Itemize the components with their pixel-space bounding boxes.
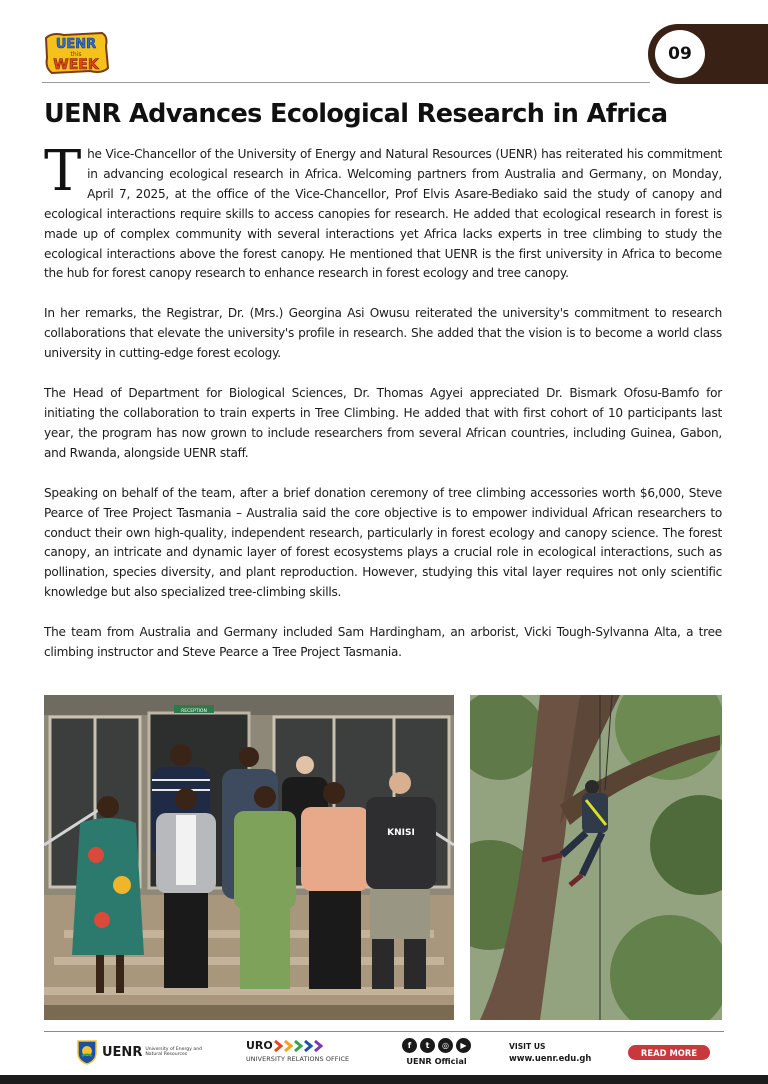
footer-uro-subtitle: UNIVERSITY RELATIONS OFFICE xyxy=(246,1055,350,1063)
page-number: 09 xyxy=(668,44,692,64)
page-number-badge xyxy=(652,27,708,81)
footer-uenr-subtitle: University of Energy and Natural Resources xyxy=(145,1046,203,1057)
footer-uro-logo[interactable] xyxy=(246,1039,349,1063)
uenr-shield-icon xyxy=(76,1039,98,1065)
tree-climbing-illustration xyxy=(470,695,722,1020)
group-photo xyxy=(44,695,454,1020)
footer-rule xyxy=(44,1031,724,1032)
logo-text-uenr: UENR xyxy=(55,37,97,52)
website-link[interactable]: www.uenr.edu.gh xyxy=(509,1053,592,1063)
footer-social xyxy=(402,1038,471,1066)
article-paragraph-4: Speaking on behalf of the team, after a brief donation ceremony of tree climbing accessories worth $6,000, Steve Pearce of Tree Project Tasmania – Australia said the core objective is to empower individual African researchers to conduct their own high-quality, independent research, particularly in forest ecology and canopy science. The forest canopy, an intricate and dynamic layer of forest ecosystems plays a crucial role in ecological interactions, such as pollination, species diversity, and plant reproduction. However, studying this vital layer requires not only scientific knowledge but also specialized tree-climbing skills. xyxy=(44,485,722,600)
article-title: UENR Advances Ecological Research in Africa xyxy=(44,99,668,129)
chevrons-icon xyxy=(273,1040,325,1052)
visit-us-label: VISIT US xyxy=(509,1042,546,1051)
reception-sign: RECEPTION xyxy=(181,709,207,714)
logo-text-week: WEEK xyxy=(53,57,99,73)
footer xyxy=(44,1036,724,1074)
youtube-icon[interactable]: ▶ xyxy=(456,1038,471,1053)
header-rule xyxy=(42,82,650,83)
paragraph-1-text: he Vice-Chancellor of the University of Energy and Natural Resources (UENR) has reiterated his commitment in advancing ecological research in Africa. Welcoming partners from Australia and Germany, on Monday, April 7, 2025, at the office of the Vice-Chancellor, Prof Elvis Asare-Bediako said the study of canopy and ecological interactions require skills to access canopies for research. He added that ecological research in forest is made up of complex community with several interactions yet Africa lacks experts in tree climbing to study the ecological interactions above the forest canopy. He mentioned that UENR is the first university in Africa to become the hub for forest canopy research to enhance research in forest ecology and tree canopy. xyxy=(44,147,722,281)
footer-visit xyxy=(509,1042,591,1063)
social-handle: UENR Official xyxy=(406,1056,467,1066)
facebook-icon[interactable]: f xyxy=(402,1038,417,1053)
group-photo-illustration xyxy=(44,695,454,1020)
instagram-icon[interactable]: ◎ xyxy=(438,1038,453,1053)
uenr-this-week-logo xyxy=(42,30,110,76)
read-more-button[interactable]: READ MORE xyxy=(628,1045,710,1060)
drop-cap: T xyxy=(44,139,82,204)
footer-uenr-logo[interactable] xyxy=(76,1039,207,1065)
social-icons xyxy=(402,1038,471,1053)
article-body xyxy=(44,139,722,683)
footer-uenr-label: UENR xyxy=(102,1044,143,1060)
footer-uro-label: URO xyxy=(246,1039,273,1052)
shirt-text: KNISI xyxy=(387,828,415,838)
article-paragraph-1 xyxy=(44,139,722,284)
article-paragraph-2: In her remarks, the Registrar, Dr. (Mrs.) Georgina Asi Owusu reiterated the university's commitment to research collaborations that elevate the university's profile in research. She added that the vision is to become a world class university in cutting-edge forest ecology. xyxy=(44,306,722,361)
tree-climbing-photo xyxy=(470,695,722,1020)
article-paragraph-3: The Head of Department for Biological Sciences, Dr. Thomas Agyei appreciated Dr. Bismark Ofosu-Bamfo for initiating the collaboration to train experts in Tree Climbing. He added that with first cohort of 10 participants last year, the program has now grown to include researchers from several African countries, including Guinea, Gabon, and Rwanda, alongside UENR staff. xyxy=(44,386,722,460)
bottom-bar xyxy=(0,1075,768,1084)
article-paragraph-5: The team from Australia and Germany included Sam Hardingham, an arborist, Vicki Tough-Sylvanna Alta, a tree climbing instructor and Steve Pearce a Tree Project Tasmania. xyxy=(44,625,722,660)
twitter-icon[interactable]: t xyxy=(420,1038,435,1053)
logo-text-this: this xyxy=(70,51,82,58)
